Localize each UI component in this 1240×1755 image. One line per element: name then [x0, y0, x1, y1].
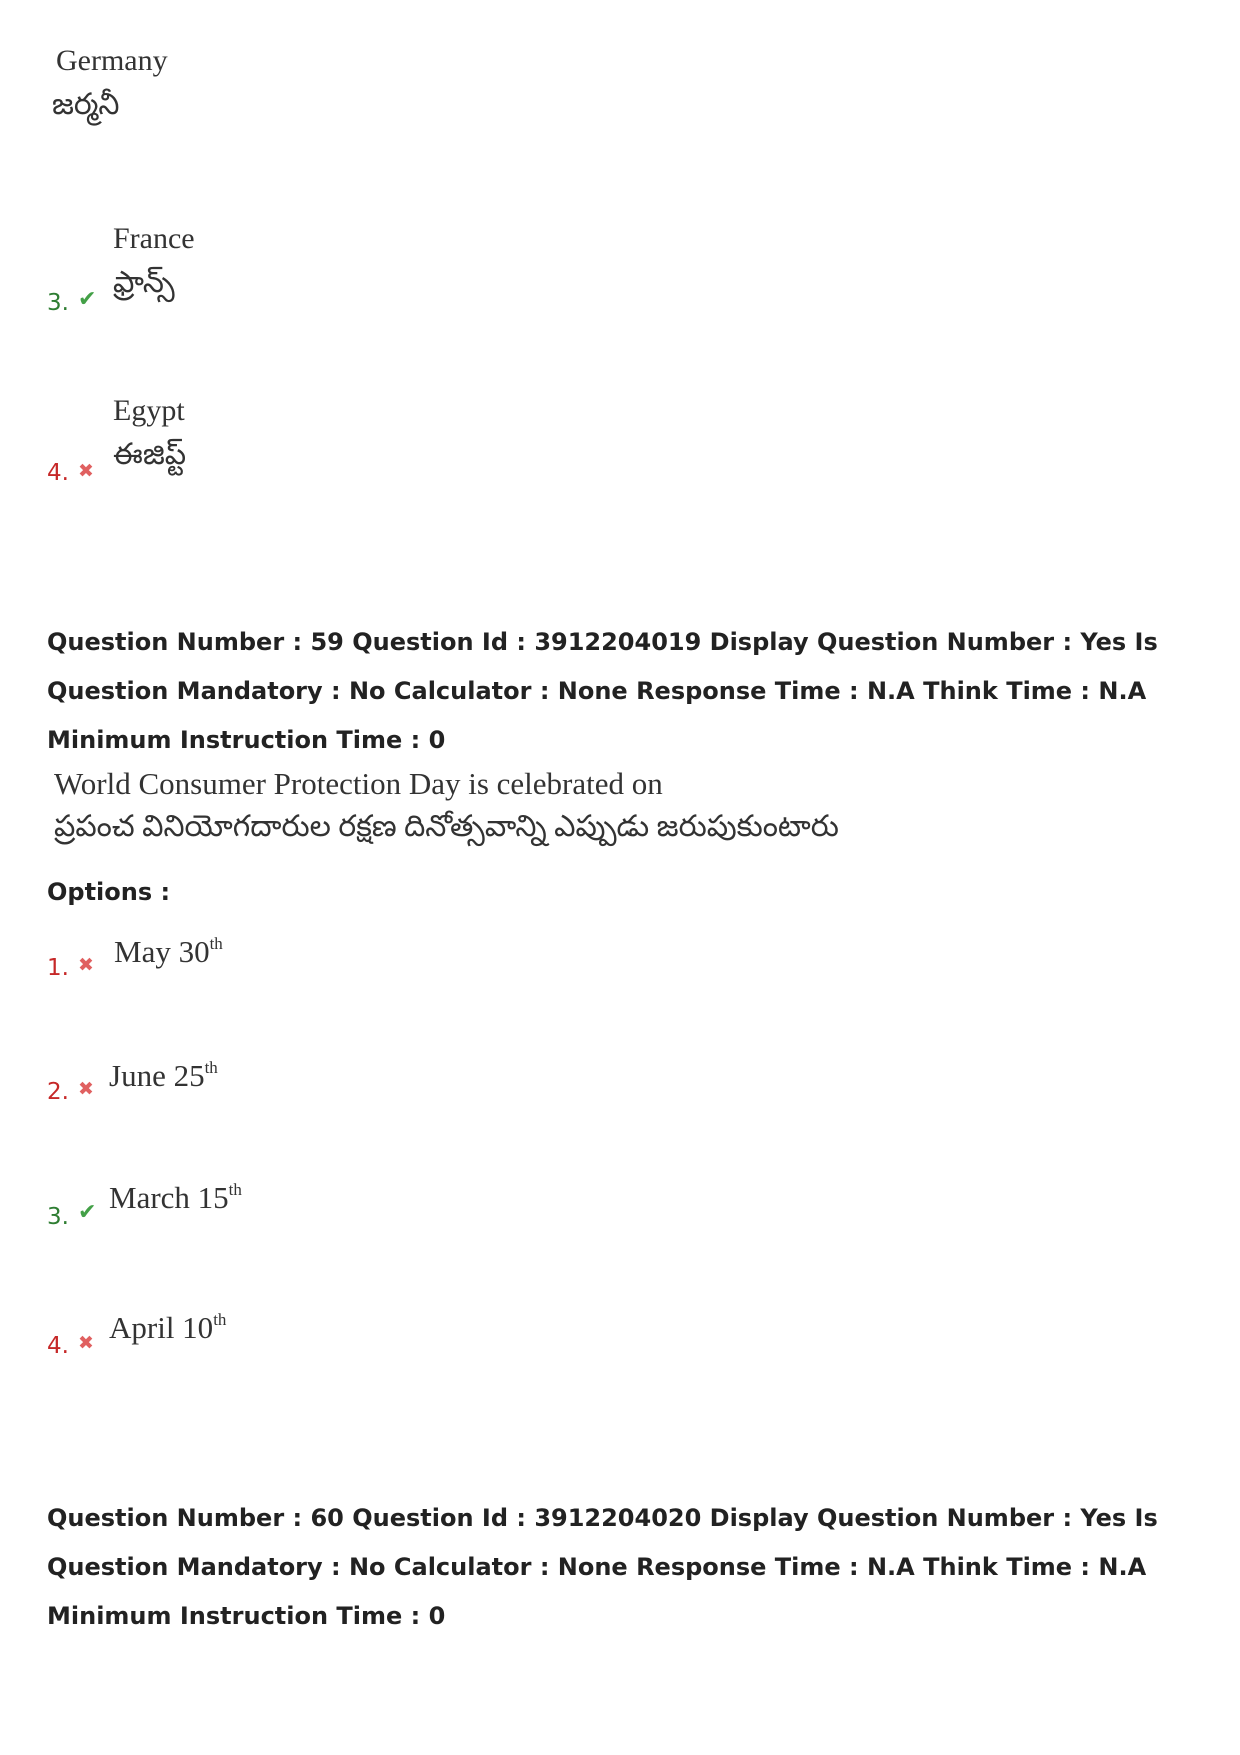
option-3-value: March 15	[109, 1180, 229, 1215]
option-2-suffix: th	[204, 1058, 218, 1077]
prev-option-4-telugu: ఈజిప్ట్	[113, 438, 187, 471]
option-2-value: June 25	[109, 1058, 205, 1093]
option-1-text	[114, 934, 223, 970]
cross-icon: ✖	[78, 954, 94, 976]
prev-option-2-english: Germany	[56, 44, 168, 77]
option-1-number: 1.	[47, 955, 69, 981]
prev-option-4-number: 4.	[47, 460, 69, 486]
option-3-number: 3.	[47, 1204, 69, 1230]
option-1-suffix: th	[209, 934, 223, 953]
option-4-value: April 10	[109, 1310, 214, 1345]
options-label: Options :	[47, 878, 171, 906]
option-2-number: 2.	[47, 1079, 69, 1105]
check-icon: ✔	[78, 287, 97, 312]
option-3-text	[109, 1180, 242, 1216]
question-60-meta: Question Number : 60 Question Id : 3912204020 Display Question Number : Yes Is Question Mandatory : No Calculator : None Response Time : N.A Think Time : N.A Minimum Instruction Time : 0	[47, 1504, 1158, 1630]
cross-icon: ✖	[78, 460, 94, 482]
prev-option-4-english: Egypt	[113, 394, 185, 427]
option-2-text	[109, 1058, 218, 1094]
prev-option-3-number: 3.	[47, 290, 69, 316]
option-4-number: 4.	[47, 1333, 69, 1359]
option-1-value: May 30	[114, 934, 210, 969]
question-59-telugu: ప్రపంచ వినియోగదారుల రక్షణ దినోత్సవాన్ని ఎప్పుడు జరుపుకుంటారు	[54, 810, 839, 843]
prev-option-2-telugu: జర్మనీ	[52, 88, 120, 121]
cross-icon: ✖	[78, 1078, 94, 1100]
option-3-suffix: th	[228, 1180, 242, 1199]
option-4-suffix: th	[213, 1310, 227, 1329]
prev-option-3-english: France	[113, 222, 195, 255]
cross-icon: ✖	[78, 1332, 94, 1354]
option-4-text	[109, 1310, 226, 1346]
question-59-meta: Question Number : 59 Question Id : 3912204019 Display Question Number : Yes Is Question Mandatory : No Calculator : None Response Time : N.A Think Time : N.A Minimum Instruction Time : 0	[47, 628, 1158, 754]
question-59-english: World Consumer Protection Day is celebrated on	[54, 766, 663, 801]
prev-option-3-telugu: ఫ్రాన్స్	[113, 266, 175, 299]
check-icon: ✔	[78, 1200, 97, 1225]
